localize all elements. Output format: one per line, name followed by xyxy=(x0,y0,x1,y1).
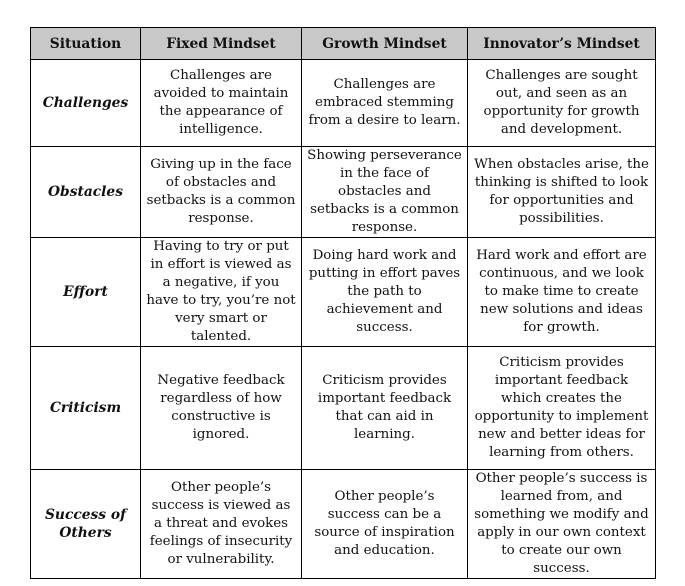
header-growth-mindset: Growth Mindset xyxy=(302,28,468,60)
situation-cell: Criticism xyxy=(31,347,141,470)
fixed-mindset-cell: Other people’s success is viewed as a threat and evokes feelings of insecurity or vulnerability. xyxy=(141,470,302,579)
situation-cell: Challenges xyxy=(31,60,141,147)
innovators-mindset-cell: Other people’s success is learned from, and something we modify and apply in our own context to create our own success. xyxy=(468,470,656,579)
header-row xyxy=(31,28,656,60)
situation-cell: Effort xyxy=(31,238,141,347)
table-row xyxy=(31,470,656,579)
growth-mindset-cell: Doing hard work and putting in effort paves the path to achievement and success. xyxy=(302,238,468,347)
table-row xyxy=(31,347,656,470)
table-row xyxy=(31,238,656,347)
fixed-mindset-cell: Giving up in the face of obstacles and setbacks is a common response. xyxy=(141,147,302,238)
header-innovators-mindset: Innovator’s Mindset xyxy=(468,28,656,60)
innovators-mindset-cell: Hard work and effort are continuous, and we look to make time to create new solutions and ideas for growth. xyxy=(468,238,656,347)
innovators-mindset-cell: Challenges are sought out, and seen as an opportunity for growth and development. xyxy=(468,60,656,147)
growth-mindset-cell: Criticism provides important feedback that can aid in learning. xyxy=(302,347,468,470)
fixed-mindset-cell: Having to try or put in effort is viewed as a negative, if you have to try, you’re not very smart or talented. xyxy=(141,238,302,347)
mindset-comparison-table xyxy=(30,27,656,579)
header-fixed-mindset: Fixed Mindset xyxy=(141,28,302,60)
situation-cell: Success of Others xyxy=(31,470,141,579)
header-situation: Situation xyxy=(31,28,141,60)
innovators-mindset-cell: Criticism provides important feedback which creates the opportunity to implement new and better ideas for learning from others. xyxy=(468,347,656,470)
table-row xyxy=(31,60,656,147)
growth-mindset-cell: Showing perseverance in the face of obstacles and setbacks is a common response. xyxy=(302,147,468,238)
situation-cell: Obstacles xyxy=(31,147,141,238)
table-row xyxy=(31,147,656,238)
growth-mindset-cell: Other people’s success can be a source of inspiration and education. xyxy=(302,470,468,579)
fixed-mindset-cell: Challenges are avoided to maintain the appearance of intelligence. xyxy=(141,60,302,147)
innovators-mindset-cell: When obstacles arise, the thinking is shifted to look for opportunities and possibilities. xyxy=(468,147,656,238)
growth-mindset-cell: Challenges are embraced stemming from a desire to learn. xyxy=(302,60,468,147)
fixed-mindset-cell: Negative feedback regardless of how constructive is ignored. xyxy=(141,347,302,470)
